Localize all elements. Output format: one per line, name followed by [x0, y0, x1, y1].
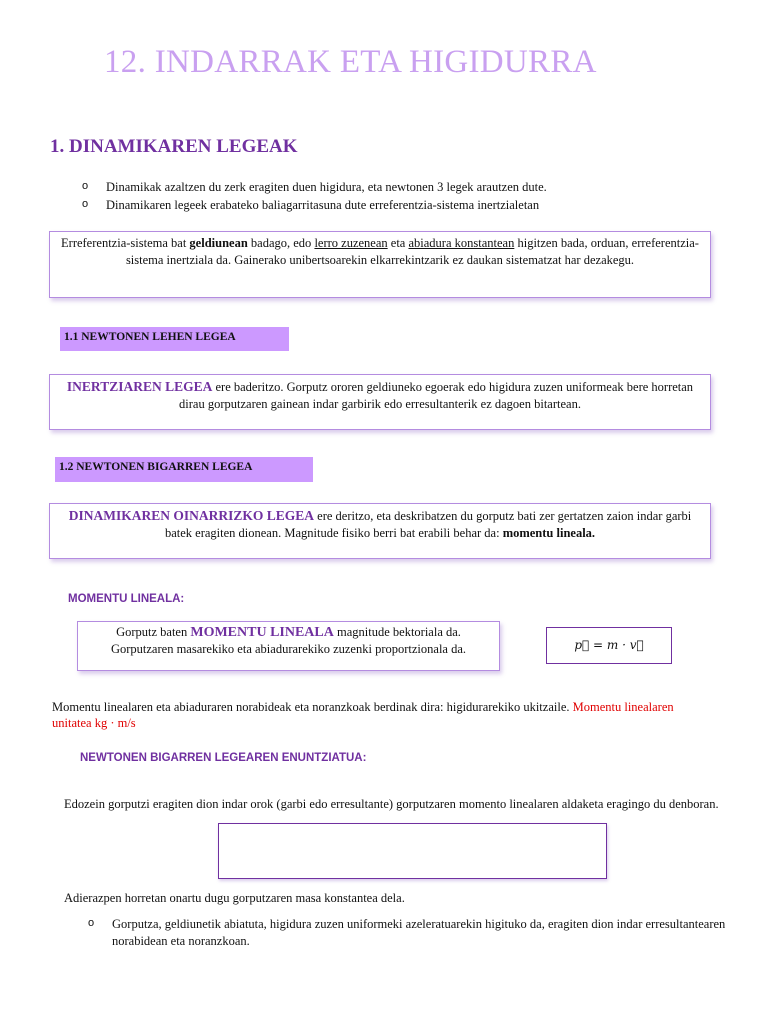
definition-box-second-law: DINAMIKAREN OINARRIZKO LEGEA ere deritzo, eta deskribatzen du gorputz bati zer gertatzen zaion indar garbi batek eragiten dionean. Magnitude fisiko berri bat erabili behar da: momentu lineala.: [49, 503, 711, 559]
definition-box-momentum: Gorputz baten MOMENTU LINEALA magnitude bektoriala da. Gorputzaren masarekiko eta abiadurarekiko zuzenki proportzionala da.: [77, 621, 500, 671]
second-law-bullet-list: [88, 916, 728, 950]
momentum-unit-note: Momentu linealaren unitatea kg · m/s: [52, 700, 674, 730]
list-item: o Dinamikaren legeek erabateko baliagarritasuna dute erreferentzia-sistema inertzialetan: [82, 196, 547, 214]
second-law-statement-text: Edozein gorputzi eragiten dion indar orok (garbi edo erresultante) gorputzaren momento linealaren aldaketa eragingo du denboran.: [64, 797, 719, 811]
intro-bullet-list: [82, 178, 547, 214]
momentum-formula: p⃗ = m · v⃗: [574, 638, 644, 652]
constant-mass-note: Adierazpen horretan onartu dugu gorputzaren masa konstantea dela.: [64, 891, 405, 905]
list-item: o Gorputza, geldiunetik abiatuta, higidura zuzen uniformeki azeleratuarekin higituko da, eragiten dion indar erresultantearen norabidean eta noranzkoan.: [88, 916, 728, 950]
momentum-formula-box: [546, 627, 672, 664]
subsection-heading-first-law: 1.1 NEWTONEN LEHEN LEGEA: [60, 327, 289, 351]
section-heading-dinamika: 1. DINAMIKAREN LEGEAK: [50, 136, 298, 157]
page-title: 12. INDARRAK ETA HIGIDURRA: [104, 44, 597, 80]
formula-placeholder-box: [218, 823, 607, 879]
subsection-heading-second-law: 1.2 NEWTONEN BIGARREN LEGEA: [55, 457, 313, 482]
term-highlight: DINAMIKAREN OINARRIZKO LEGEA: [68, 508, 315, 523]
momentum-paragraph: Momentu linealaren eta abiaduraren norabideak eta noranzkoak berdinak dira: higidurarekiko ukitzaile. Momentu linealaren unitatea kg · m/s: [52, 700, 674, 730]
term-highlight: MOMENTU LINEALA: [190, 625, 334, 640]
list-item: o Dinamikak azaltzen du zerk eragiten duen higidura, eta newtonen 3 legek arautzen dute.: [82, 178, 547, 196]
definition-box-first-law: INERTZIAREN LEGEA ere baderitzo. Gorputz ororen geldiuneko egoerak edo higidura zuzen uniformeak bere horretan dirau gorputzaren gainean indar garbirik edo erresultanterik ez dagoen bitartean.: [49, 374, 711, 430]
term-highlight: INERTZIAREN LEGEA: [66, 379, 213, 394]
definition-box-inertial-frame: Erreferentzia-sistema bat geldiunean badago, edo lerro zuzenean eta abiadura konstantean higitzen bada, orduan, erreferentzia-sistema inertziala da. Gainerako unibertsoarekin elkarrekintzarik ez daukan sistematzat har dezakegu.: [49, 231, 711, 298]
second-law-statement-heading: NEWTONEN BIGARREN LEGEAREN ENUNTZIATUA:: [80, 752, 367, 764]
momentum-heading: MOMENTU LINEALA:: [68, 593, 185, 605]
